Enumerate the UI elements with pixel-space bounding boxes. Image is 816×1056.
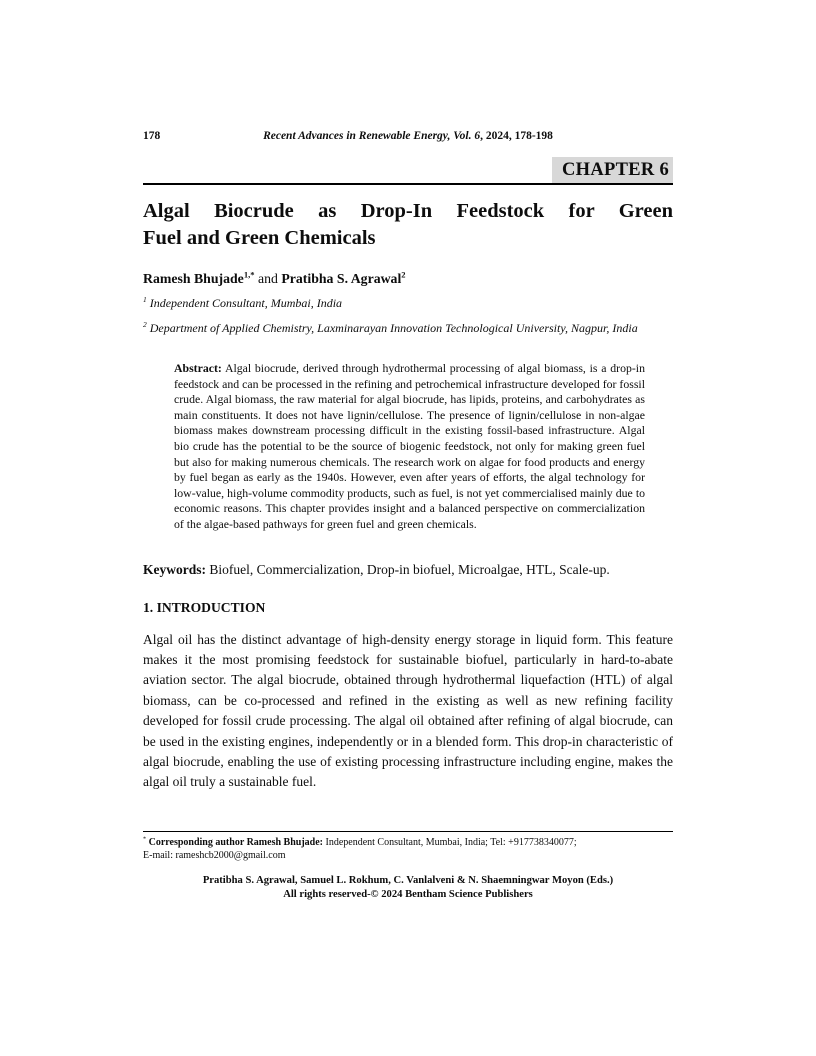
keywords-label: Keywords: bbox=[143, 561, 206, 577]
corresponding-author-note bbox=[143, 836, 673, 862]
affiliation-2-superscript: 2 bbox=[143, 320, 147, 329]
affiliation-2-text: Department of Applied Chemistry, Laxminarayan Innovation Technological University, Nagpur, India bbox=[149, 321, 638, 335]
footnote-asterisk: * bbox=[143, 835, 147, 843]
footnote-email: E-mail: rameshcb2000@gmail.com bbox=[143, 850, 286, 861]
affiliation-1 bbox=[143, 295, 673, 312]
section-heading-introduction: 1. INTRODUCTION bbox=[143, 599, 266, 615]
authors-line bbox=[143, 270, 673, 287]
editors-line: Pratibha S. Agrawal, Samuel L. Rokhum, C. Vanlalveni & N. Shaemningwar Moyon (Eds.) bbox=[202, 875, 614, 886]
chapter-title-line-2: Fuel and Green Chemicals bbox=[143, 227, 376, 249]
author-2-superscript: 2 bbox=[401, 269, 406, 280]
journal-title-italic: Recent Advances in Renewable Energy, Vol. 6 bbox=[263, 130, 481, 142]
footnote-contact-text: Independent Consultant, Mumbai, India; Tel: +917738340077; bbox=[325, 837, 577, 848]
page-content bbox=[143, 129, 673, 793]
introduction-paragraph: Algal oil has the distinct advantage of high-density energy storage in liquid form. This feature makes it the most promising feedstock for sustainable biofuel, particularly in hard-to-abate aviation sector. The algal biocrude, obtained through hydrothermal liquefaction (HTL) of algal biomass, can be co-processed and refined in the existing as well as new refining facility developed for fossil crude processing. The algal oil obtained after refining of algal biocrude, can be used in the existing engines, independently or in a blended form. This drop-in characteristic of algal biocrude, enabling the use of existing processing infrastructure including engine, makes the algal oil truly a sustainable fuel. bbox=[143, 631, 673, 790]
chapter-row bbox=[143, 157, 673, 185]
chapter-title bbox=[143, 198, 673, 252]
keywords-text: Biofuel, Commercialization, Drop-in biofuel, Microalgae, HTL, Scale-up. bbox=[209, 561, 610, 577]
abstract-block bbox=[174, 361, 645, 533]
journal-title-pages: , 2024, 178-198 bbox=[480, 130, 553, 142]
author-1-superscript: 1,* bbox=[243, 269, 255, 280]
author-2: Pratibha S. Agrawal$^2$ bbox=[281, 269, 406, 286]
abstract-label: Abstract: bbox=[174, 361, 222, 375]
chapter-badge: CHAPTER 6 bbox=[552, 157, 673, 183]
footnote-bold-label: Corresponding author Ramesh Bhujade: bbox=[148, 837, 323, 848]
rights-line: All rights reserved-© 2024 Bentham Science Publishers bbox=[283, 888, 533, 900]
book-footer bbox=[143, 874, 673, 901]
author-1: Ramesh Bhujade$^{1,*}$ bbox=[143, 269, 255, 286]
affiliation-2 bbox=[143, 320, 673, 337]
keywords-block bbox=[143, 560, 673, 580]
abstract-text: Algal biocrude, derived through hydrothermal processing of algal biomass, is a drop-in feedstock and can be processed in the refining and petrochemical infrastructure developed for fossil crude. Algal biomass, the raw material for algal biocrude, has lipids, proteins, and carbohydrates as main constituents. It does not have lignin/cellulose. The presence of lignin/cellulose in non-algae biomass makes downstream processing difficult in the existing fossil-based infrastructure. Algal bio crude has the potential to be the source of biogenic feedstock, not only for making green fuel but also for making numerous chemicals. The research work on algae for food products and energy by fuel began as early as the 1940s. However, even after years of efforts, the algal technology for low-value, high-volume commodity products, such as fuel, is not yet commercialised mainly due to economic reasons. This chapter provides insight and a balanced perspective on commercialization of the algae-based pathways for green fuel and green chemicals. bbox=[174, 361, 645, 531]
authors-connector: and bbox=[254, 271, 282, 286]
page-bottom-block bbox=[143, 831, 673, 901]
affiliation-1-text: Independent Consultant, Mumbai, India bbox=[149, 296, 343, 310]
chapter-title-line-1: Algal Biocrude as Drop-In Feedstock for Green bbox=[143, 200, 673, 222]
running-header bbox=[143, 129, 673, 143]
affiliation-1-superscript: 1 bbox=[143, 295, 147, 304]
journal-title bbox=[263, 130, 553, 142]
page-number: 178 bbox=[143, 130, 161, 142]
footnote-divider bbox=[143, 831, 673, 832]
